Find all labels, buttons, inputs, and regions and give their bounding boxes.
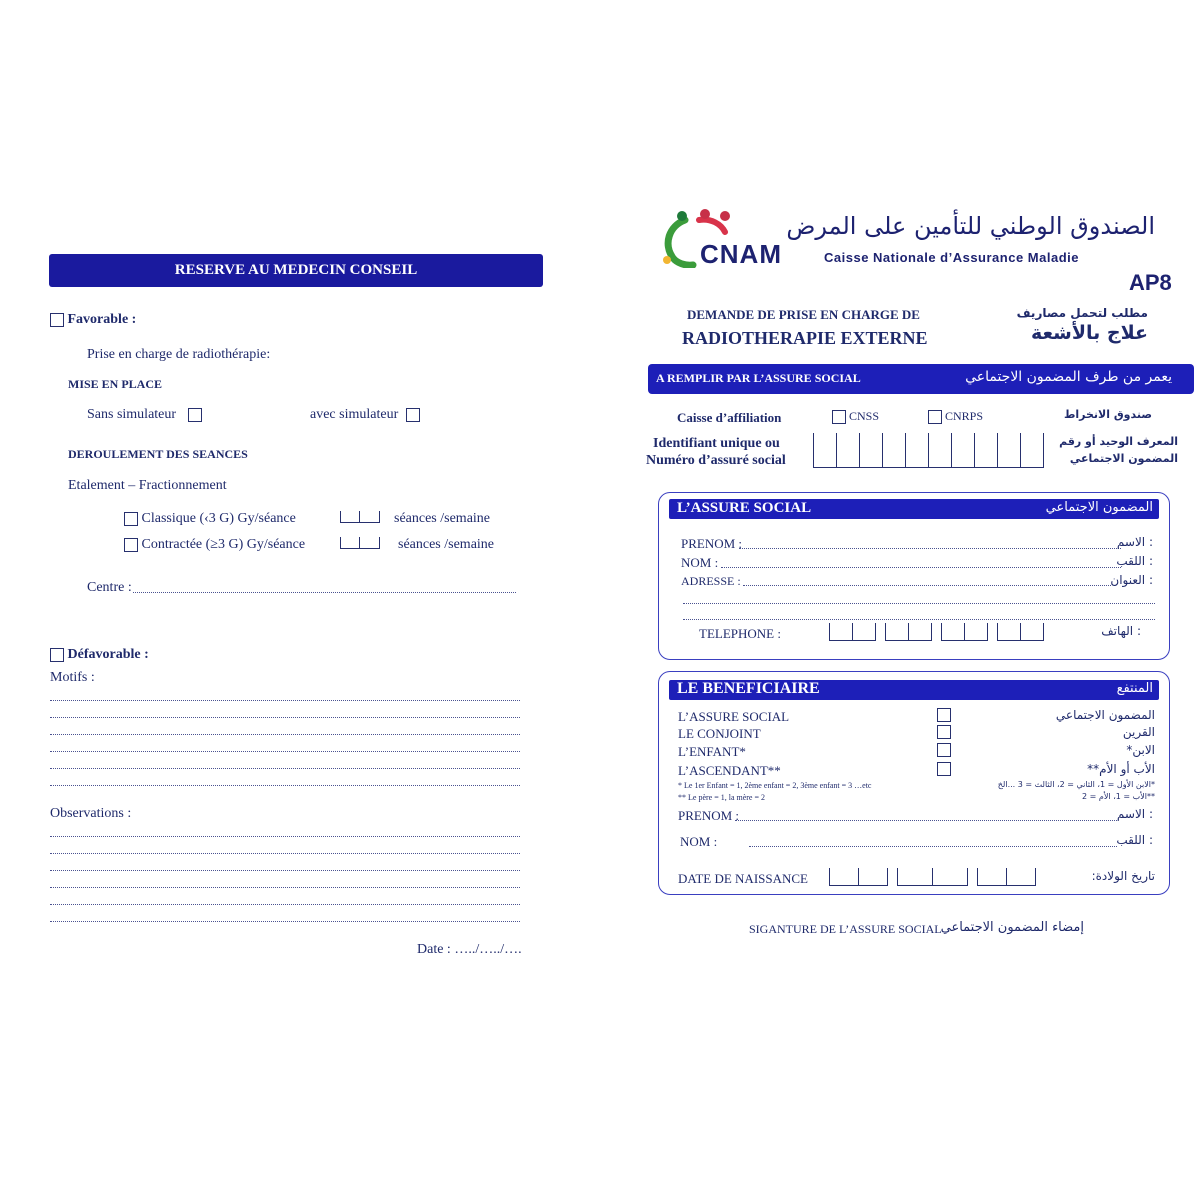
assure-nom-field[interactable] [721,567,1121,568]
benef-prenom-label-ar: : الاسم [1116,807,1153,821]
benef-prenom-field[interactable] [735,820,1117,821]
motifs-line[interactable] [50,734,520,735]
cnam-name-fr: Caisse Nationale d’Assurance Maladie [824,250,1079,265]
id-digit-cell[interactable] [882,433,906,468]
deroulement-heading: DEROULEMENT DES SEANCES [68,447,248,461]
assure-fill-bar-fr: A REMPLIR PAR L’ASSURE SOCIAL [656,371,861,385]
assure-social-title-ar: المضمون الاجتماعي [1045,500,1153,515]
signature-label: SIGANTURE DE L’ASSURE SOCIAL [749,922,942,936]
caisse-label-ar: صندوق الانخراط [1063,408,1152,421]
observations-line[interactable] [50,904,520,905]
form-title: RADIOTHERAPIE EXTERNE [682,328,928,348]
benef-ascendant-checkbox[interactable] [937,762,951,776]
beneficiaire-title-ar: المنتفع [1116,681,1153,696]
assure-adresse-label: ADRESSE : [681,574,741,588]
form-subtitle-ar: مطلب لتحمل مصاريف [1016,306,1148,320]
tel-digit-cell[interactable] [829,623,853,641]
identifiant-field[interactable] [813,433,1043,468]
assure-nom-label: NOM : [681,555,719,570]
sans-simulateur-row [87,407,202,423]
cnam-name-ar: الصندوق الوطني للتأمين على المرض [786,212,1155,240]
assure-adresse-line-2[interactable] [683,603,1155,604]
assure-prenom-field[interactable] [739,548,1121,549]
sans-simulateur-label: Sans simulateur [87,407,177,422]
motifs-line[interactable] [50,751,520,752]
tel-digit-cell[interactable] [1020,623,1044,641]
tel-digit-cell[interactable] [908,623,932,641]
benef-enfant-checkbox[interactable] [937,743,951,757]
assure-social-title: L’ASSURE SOCIAL [677,500,812,516]
assure-fill-bar [648,364,1194,394]
demande-label: DEMANDE DE PRISE EN CHARGE DE [687,307,920,322]
motifs-line[interactable] [50,785,520,786]
defavorable-checkbox[interactable] [50,648,64,662]
form-title-ar: علاج بالأشعة [1030,322,1148,344]
benef-nom-label-ar: : اللقب [1116,833,1153,847]
id-digit-cell[interactable] [997,433,1021,468]
benef-ascendant-label: L’ASCENDANT** [678,763,781,778]
benef-dob-label-ar: تاريخ الولادة: [1091,869,1155,883]
contractee-label: Contractée (≥3 G) Gy/séance [141,537,306,552]
benef-note-enfant-ar: *الابن الأول = 1، الثاني = 2، الثالث = 3 ...الخ [997,780,1155,789]
id-digit-cell[interactable] [951,433,975,468]
dob-day-cell[interactable] [829,868,859,886]
assure-prenom-label: PRENOM : [681,536,743,551]
id-digit-cell[interactable] [928,433,952,468]
observations-line[interactable] [50,853,520,854]
assure-social-header [669,499,1159,519]
sans-simulateur-checkbox[interactable] [188,408,202,422]
tel-digit-cell[interactable] [941,623,965,641]
cnrps-label: CNRPS [945,409,984,423]
tel-gap [875,623,885,641]
benef-conjoint-label-ar: القرين [1122,725,1155,739]
contractee-seances-label: séances /semaine [398,537,495,552]
classique-seances-label: séances /semaine [394,511,491,526]
benef-assure-label-ar: المضمون الاجتماعي [1055,708,1155,722]
observations-label: Observations : [50,806,132,821]
id-digit-cell[interactable] [974,433,998,468]
assure-social-panel [658,492,1170,660]
identifiant-label-ar-1: المعرف الوحيد أو رقم [1059,435,1178,448]
contractee-checkbox[interactable] [124,538,138,552]
identifiant-label-1: Identifiant unique ou [653,436,780,451]
assure-adresse-line-3[interactable] [683,619,1155,620]
assure-telephone-label-ar: : الهاتف [1101,624,1141,638]
dob-gap [887,868,897,886]
dob-gap [967,868,977,886]
tel-digit-cell[interactable] [885,623,909,641]
benef-enfant-label-ar: الابن* [1126,743,1155,757]
assure-telephone-label: TELEPHONE : [699,626,781,641]
motifs-line[interactable] [50,700,520,701]
avec-simulateur-label: avec simulateur [310,407,399,422]
classique-seances-field[interactable] [340,511,380,523]
medecin-conseil-header [49,254,543,287]
assure-nom-label-ar: : اللقب [1116,554,1153,568]
identifiant-label-ar-2: المضمون الاجتماعي [1069,452,1178,465]
etalement-label: Etalement – Fractionnement [68,478,227,493]
benef-nom-label: NOM : [680,834,718,849]
benef-note-ascendant-ar: **الأب = 1، الأم = 2 [1082,792,1155,801]
cnam-logo-text: CNAM [700,239,782,269]
id-digit-cell[interactable] [813,433,837,468]
classique-row [124,511,296,527]
beneficiaire-title: LE BENEFICIAIRE [677,680,820,697]
cnss-label: CNSS [849,409,880,423]
dob-day-cell[interactable] [858,868,888,886]
motifs-label: Motifs : [50,670,95,685]
form-code: AP8 [1129,270,1172,295]
cnss-row [832,409,879,424]
assure-telephone-field[interactable] [829,623,1043,641]
defavorable-row [50,647,149,663]
tel-gap [931,623,941,641]
favorable-checkbox[interactable] [50,313,64,327]
defavorable-label: Défavorable : [67,647,149,662]
caisse-label: Caisse d’affiliation [677,410,782,425]
mise-en-place-heading: MISE EN PLACE [68,377,163,391]
signature-label-ar: إمضاء المضمون الاجتماعي [940,920,1084,935]
benef-conjoint-label: LE CONJOINT [678,726,761,741]
observations-line[interactable] [50,836,520,837]
observations-line[interactable] [50,887,520,888]
favorable-row [50,312,136,328]
benef-assure-checkbox[interactable] [937,708,951,722]
benef-dob-field[interactable] [829,868,1035,886]
benef-assure-label: L’ASSURE SOCIAL [678,709,790,724]
classique-field-divider [359,511,360,523]
motifs-line[interactable] [50,717,520,718]
assure-prenom-label-ar: : الاسم [1116,535,1153,549]
dob-month-cell[interactable] [897,868,933,886]
favorable-label: Favorable : [67,312,137,327]
avec-simulateur-row [310,407,420,423]
benef-note-enfant: * Le 1er Enfant = 1, 2ème enfant = 2, 3ème enfant = 3 …etc [678,781,872,790]
assure-adresse-field[interactable] [743,585,1111,586]
observations-line[interactable] [50,870,520,871]
benef-prenom-label: PRENOM : [678,808,740,823]
medecin-conseil-title: RESERVE AU MEDECIN CONSEIL [174,262,418,278]
avec-simulateur-checkbox[interactable] [406,408,420,422]
tel-digit-cell[interactable] [964,623,988,641]
classique-checkbox[interactable] [124,512,138,526]
dob-year-cell[interactable] [977,868,1007,886]
benef-dob-label: DATE DE NAISSANCE [678,871,808,886]
centre-line[interactable] [133,592,516,593]
benef-note-ascendant: ** Le père = 1, la mère = 2 [678,793,765,802]
dob-year-cell[interactable] [1006,868,1036,886]
id-digit-cell[interactable] [836,433,860,468]
dob-month-cell[interactable] [932,868,968,886]
benef-enfant-label: L’ENFANT* [678,744,746,759]
cnrps-checkbox[interactable] [928,410,942,424]
identifiant-label-2: Numéro d’assuré social [646,453,786,468]
cnrps-row [928,409,983,424]
contractee-field-divider [359,537,360,549]
classique-label: Classique (‹3 G) Gy/séance [141,511,296,526]
benef-nom-field[interactable] [749,846,1117,847]
contractee-seances-field[interactable] [340,537,380,549]
id-digit-cell[interactable] [905,433,929,468]
motifs-line[interactable] [50,768,520,769]
assure-adresse-label-ar: : العنوان [1110,573,1153,587]
id-digit-cell[interactable] [859,433,883,468]
beneficiaire-panel [658,671,1170,895]
cnss-checkbox[interactable] [832,410,846,424]
prise-label: Prise en charge de radiothérapie: [87,347,271,362]
contractee-row [124,537,305,553]
tel-digit-cell[interactable] [852,623,876,641]
date-field[interactable]: Date : …../…../…. [417,942,522,957]
benef-ascendant-label-ar: الأب أو الأم** [1087,762,1155,776]
tel-digit-cell[interactable] [997,623,1021,641]
centre-label: Centre : [87,580,132,595]
tel-gap [987,623,997,641]
observations-line[interactable] [50,921,520,922]
benef-conjoint-checkbox[interactable] [937,725,951,739]
assure-fill-bar-ar: يعمر من طرف المضمون الاجتماعي [965,369,1172,385]
beneficiaire-header [669,680,1159,700]
